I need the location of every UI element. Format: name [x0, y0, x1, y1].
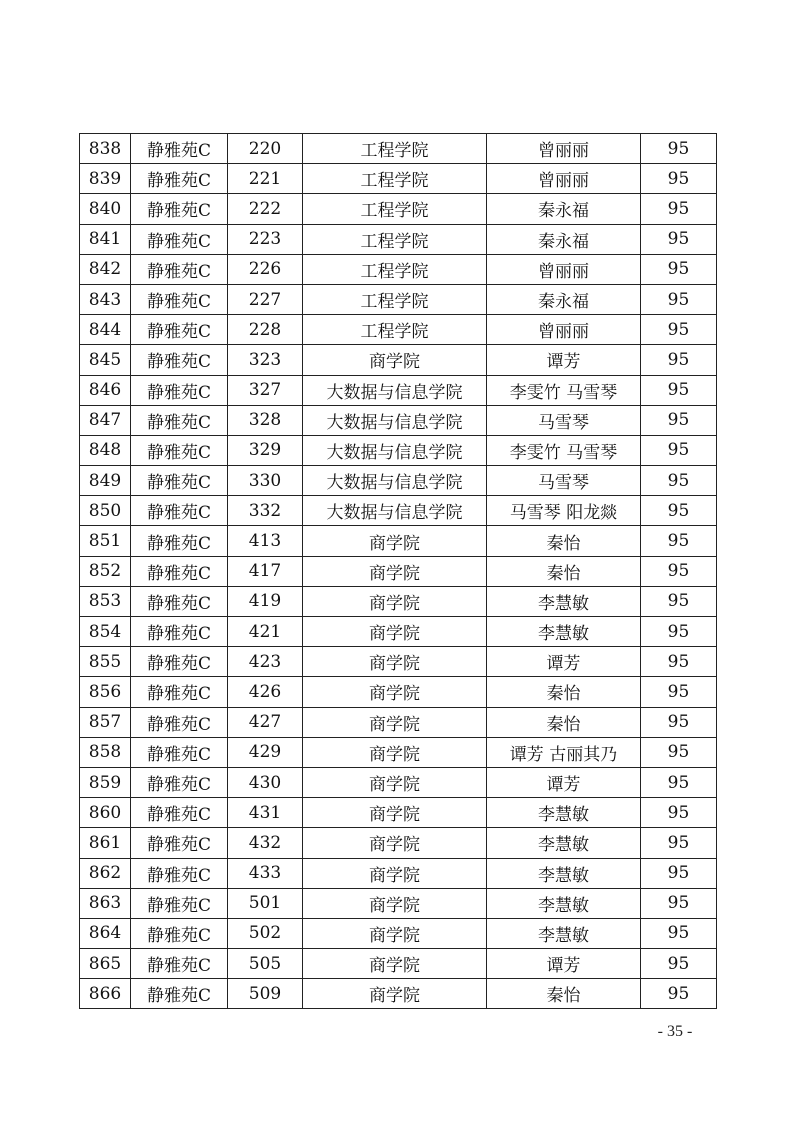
building-cell: 静雅苑C [131, 707, 228, 737]
counselor-cell: 秦怡 [487, 677, 641, 707]
room-number-cell: 330 [228, 466, 303, 496]
serial-number-cell: 863 [80, 888, 131, 918]
building-cell: 静雅苑C [131, 858, 228, 888]
college-cell: 商学院 [303, 979, 487, 1009]
counselor-cell: 李雯竹 马雪琴 [487, 375, 641, 405]
score-cell: 95 [641, 767, 717, 797]
college-cell: 商学院 [303, 949, 487, 979]
table-row [80, 375, 717, 405]
room-number-cell: 222 [228, 194, 303, 224]
table-row [80, 858, 717, 888]
table-row [80, 466, 717, 496]
serial-number-cell: 843 [80, 284, 131, 314]
serial-number-cell: 852 [80, 556, 131, 586]
counselor-cell: 马雪琴 [487, 405, 641, 435]
table-row [80, 949, 717, 979]
dormitory-score-table [79, 133, 717, 1009]
table-row [80, 888, 717, 918]
table-row [80, 405, 717, 435]
building-cell: 静雅苑C [131, 556, 228, 586]
table-row [80, 435, 717, 465]
counselor-cell: 曾丽丽 [487, 254, 641, 284]
building-cell: 静雅苑C [131, 828, 228, 858]
room-number-cell: 431 [228, 798, 303, 828]
table-row [80, 556, 717, 586]
building-cell: 静雅苑C [131, 284, 228, 314]
room-number-cell: 332 [228, 496, 303, 526]
score-cell: 95 [641, 707, 717, 737]
counselor-cell: 李雯竹 马雪琴 [487, 435, 641, 465]
room-number-cell: 501 [228, 888, 303, 918]
counselor-cell: 马雪琴 阳龙燚 [487, 496, 641, 526]
building-cell: 静雅苑C [131, 617, 228, 647]
score-cell: 95 [641, 647, 717, 677]
table-body [80, 134, 717, 1009]
score-cell: 95 [641, 194, 717, 224]
college-cell: 工程学院 [303, 194, 487, 224]
room-number-cell: 430 [228, 767, 303, 797]
serial-number-cell: 866 [80, 979, 131, 1009]
counselor-cell: 马雪琴 [487, 466, 641, 496]
score-cell: 95 [641, 375, 717, 405]
room-number-cell: 419 [228, 586, 303, 616]
score-cell: 95 [641, 315, 717, 345]
table-row [80, 224, 717, 254]
building-cell: 静雅苑C [131, 435, 228, 465]
room-number-cell: 427 [228, 707, 303, 737]
serial-number-cell: 839 [80, 164, 131, 194]
table-row [80, 767, 717, 797]
serial-number-cell: 840 [80, 194, 131, 224]
college-cell: 工程学院 [303, 164, 487, 194]
serial-number-cell: 842 [80, 254, 131, 284]
room-number-cell: 417 [228, 556, 303, 586]
college-cell: 商学院 [303, 737, 487, 767]
serial-number-cell: 854 [80, 617, 131, 647]
table-row [80, 737, 717, 767]
table-row [80, 496, 717, 526]
college-cell: 工程学院 [303, 315, 487, 345]
room-number-cell: 432 [228, 828, 303, 858]
score-cell: 95 [641, 345, 717, 375]
building-cell: 静雅苑C [131, 526, 228, 556]
college-cell: 工程学院 [303, 224, 487, 254]
table-row [80, 979, 717, 1009]
college-cell: 商学院 [303, 707, 487, 737]
building-cell: 静雅苑C [131, 586, 228, 616]
table-row [80, 586, 717, 616]
table-row [80, 315, 717, 345]
room-number-cell: 227 [228, 284, 303, 314]
score-cell: 95 [641, 224, 717, 254]
college-cell: 工程学院 [303, 134, 487, 164]
counselor-cell: 李慧敏 [487, 828, 641, 858]
room-number-cell: 426 [228, 677, 303, 707]
room-number-cell: 223 [228, 224, 303, 254]
serial-number-cell: 858 [80, 737, 131, 767]
serial-number-cell: 857 [80, 707, 131, 737]
counselor-cell: 李慧敏 [487, 586, 641, 616]
room-number-cell: 421 [228, 617, 303, 647]
score-cell: 95 [641, 435, 717, 465]
building-cell: 静雅苑C [131, 767, 228, 797]
serial-number-cell: 862 [80, 858, 131, 888]
counselor-cell: 李慧敏 [487, 617, 641, 647]
score-cell: 95 [641, 677, 717, 707]
serial-number-cell: 865 [80, 949, 131, 979]
building-cell: 静雅苑C [131, 224, 228, 254]
counselor-cell: 曾丽丽 [487, 134, 641, 164]
counselor-cell: 秦永福 [487, 194, 641, 224]
counselor-cell: 秦怡 [487, 526, 641, 556]
table-row [80, 798, 717, 828]
room-number-cell: 323 [228, 345, 303, 375]
score-cell: 95 [641, 798, 717, 828]
building-cell: 静雅苑C [131, 496, 228, 526]
serial-number-cell: 861 [80, 828, 131, 858]
serial-number-cell: 855 [80, 647, 131, 677]
counselor-cell: 秦永福 [487, 284, 641, 314]
score-cell: 95 [641, 737, 717, 767]
college-cell: 商学院 [303, 617, 487, 647]
page-number: - 35 - [657, 1023, 693, 1040]
score-cell: 95 [641, 284, 717, 314]
college-cell: 大数据与信息学院 [303, 496, 487, 526]
counselor-cell: 李慧敏 [487, 888, 641, 918]
building-cell: 静雅苑C [131, 345, 228, 375]
serial-number-cell: 850 [80, 496, 131, 526]
counselor-cell: 曾丽丽 [487, 164, 641, 194]
score-cell: 95 [641, 466, 717, 496]
table-row [80, 707, 717, 737]
college-cell: 商学院 [303, 677, 487, 707]
counselor-cell: 谭芳 [487, 647, 641, 677]
serial-number-cell: 848 [80, 435, 131, 465]
serial-number-cell: 841 [80, 224, 131, 254]
serial-number-cell: 856 [80, 677, 131, 707]
score-cell: 95 [641, 496, 717, 526]
building-cell: 静雅苑C [131, 677, 228, 707]
counselor-cell: 秦怡 [487, 556, 641, 586]
table-row [80, 677, 717, 707]
building-cell: 静雅苑C [131, 254, 228, 284]
score-cell: 95 [641, 888, 717, 918]
building-cell: 静雅苑C [131, 315, 228, 345]
counselor-cell: 谭芳 [487, 767, 641, 797]
college-cell: 大数据与信息学院 [303, 435, 487, 465]
serial-number-cell: 853 [80, 586, 131, 616]
counselor-cell: 李慧敏 [487, 918, 641, 948]
room-number-cell: 505 [228, 949, 303, 979]
building-cell: 静雅苑C [131, 918, 228, 948]
room-number-cell: 502 [228, 918, 303, 948]
table-row [80, 828, 717, 858]
score-cell: 95 [641, 556, 717, 586]
college-cell: 商学院 [303, 798, 487, 828]
college-cell: 商学院 [303, 526, 487, 556]
counselor-cell: 谭芳 [487, 345, 641, 375]
serial-number-cell: 845 [80, 345, 131, 375]
serial-number-cell: 847 [80, 405, 131, 435]
table-row [80, 254, 717, 284]
building-cell: 静雅苑C [131, 737, 228, 767]
college-cell: 大数据与信息学院 [303, 405, 487, 435]
counselor-cell: 李慧敏 [487, 798, 641, 828]
counselor-cell: 曾丽丽 [487, 315, 641, 345]
college-cell: 工程学院 [303, 254, 487, 284]
room-number-cell: 429 [228, 737, 303, 767]
college-cell: 商学院 [303, 767, 487, 797]
score-cell: 95 [641, 949, 717, 979]
score-cell: 95 [641, 617, 717, 647]
table-row [80, 918, 717, 948]
building-cell: 静雅苑C [131, 949, 228, 979]
score-cell: 95 [641, 254, 717, 284]
building-cell: 静雅苑C [131, 194, 228, 224]
building-cell: 静雅苑C [131, 888, 228, 918]
room-number-cell: 433 [228, 858, 303, 888]
room-number-cell: 423 [228, 647, 303, 677]
room-number-cell: 329 [228, 435, 303, 465]
score-cell: 95 [641, 586, 717, 616]
college-cell: 大数据与信息学院 [303, 466, 487, 496]
college-cell: 商学院 [303, 647, 487, 677]
table-row [80, 617, 717, 647]
college-cell: 商学院 [303, 556, 487, 586]
table-row [80, 194, 717, 224]
serial-number-cell: 864 [80, 918, 131, 948]
college-cell: 商学院 [303, 888, 487, 918]
counselor-cell: 谭芳 [487, 949, 641, 979]
college-cell: 商学院 [303, 858, 487, 888]
counselor-cell: 谭芳 古丽其乃 [487, 737, 641, 767]
building-cell: 静雅苑C [131, 164, 228, 194]
counselor-cell: 秦永福 [487, 224, 641, 254]
college-cell: 商学院 [303, 586, 487, 616]
building-cell: 静雅苑C [131, 798, 228, 828]
table-row [80, 134, 717, 164]
college-cell: 商学院 [303, 918, 487, 948]
table-row [80, 647, 717, 677]
score-cell: 95 [641, 979, 717, 1009]
room-number-cell: 328 [228, 405, 303, 435]
score-cell: 95 [641, 164, 717, 194]
building-cell: 静雅苑C [131, 466, 228, 496]
building-cell: 静雅苑C [131, 405, 228, 435]
score-cell: 95 [641, 526, 717, 556]
serial-number-cell: 849 [80, 466, 131, 496]
building-cell: 静雅苑C [131, 375, 228, 405]
room-number-cell: 413 [228, 526, 303, 556]
college-cell: 商学院 [303, 828, 487, 858]
room-number-cell: 509 [228, 979, 303, 1009]
room-number-cell: 228 [228, 315, 303, 345]
room-number-cell: 220 [228, 134, 303, 164]
table-row [80, 526, 717, 556]
serial-number-cell: 860 [80, 798, 131, 828]
score-cell: 95 [641, 134, 717, 164]
score-cell: 95 [641, 918, 717, 948]
room-number-cell: 221 [228, 164, 303, 194]
score-cell: 95 [641, 405, 717, 435]
college-cell: 商学院 [303, 345, 487, 375]
college-cell: 大数据与信息学院 [303, 375, 487, 405]
building-cell: 静雅苑C [131, 979, 228, 1009]
building-cell: 静雅苑C [131, 134, 228, 164]
table-row [80, 284, 717, 314]
serial-number-cell: 851 [80, 526, 131, 556]
building-cell: 静雅苑C [131, 647, 228, 677]
counselor-cell: 秦怡 [487, 707, 641, 737]
counselor-cell: 秦怡 [487, 979, 641, 1009]
room-number-cell: 327 [228, 375, 303, 405]
counselor-cell: 李慧敏 [487, 858, 641, 888]
room-number-cell: 226 [228, 254, 303, 284]
table-row [80, 345, 717, 375]
serial-number-cell: 846 [80, 375, 131, 405]
score-cell: 95 [641, 858, 717, 888]
serial-number-cell: 838 [80, 134, 131, 164]
college-cell: 工程学院 [303, 284, 487, 314]
serial-number-cell: 844 [80, 315, 131, 345]
score-cell: 95 [641, 828, 717, 858]
serial-number-cell: 859 [80, 767, 131, 797]
table-row [80, 164, 717, 194]
